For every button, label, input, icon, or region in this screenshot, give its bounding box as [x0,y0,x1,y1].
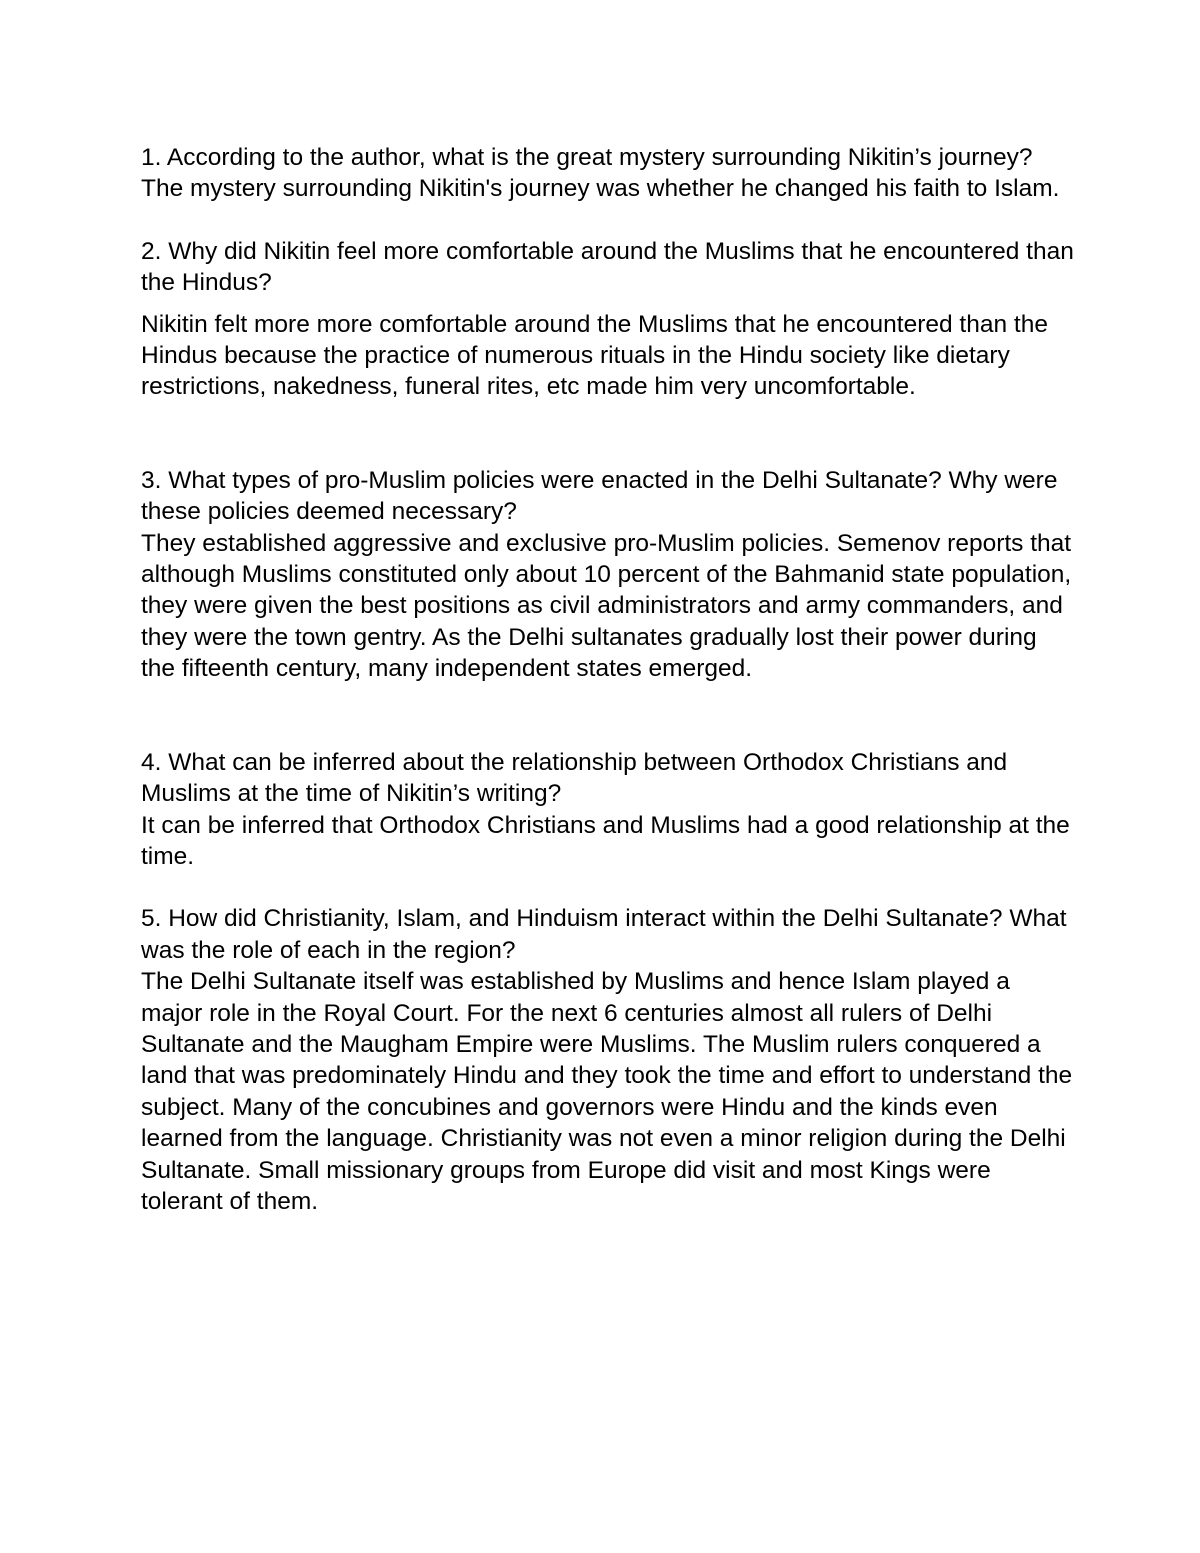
answer-2: Nikitin felt more more comfortable around the Muslims that he encountered than the Hindus because the practice of numerous rituals in the Hindu society like dietary restrictions, nakedness, funeral rites, etc made him very uncomfortable. [141,310,1048,401]
question-2: 2. Why did Nikitin feel more comfortable around the Muslims that he encountered than the Hindus? [141,237,1074,297]
question-3: 3. What types of pro-Muslim policies were enacted in the Delhi Sultanate? Why were these policies deemed necessary? [141,466,1058,526]
spacer [141,872,1076,903]
qa-item-2 [141,236,1076,403]
question-4: 4. What can be inferred about the relationship between Orthodox Christians and Muslims at the time of Nikitin’s writing? [141,748,1008,808]
answer-5: The Delhi Sultanate itself was established by Muslims and hence Islam played a major role in the Royal Court. For the next 6 centuries almost all rulers of Delhi Sultanate and the Maugham Empire were Muslims. The Muslim rulers conquered a land that was predominately Hindu and they took the time and effort to understand the subject. Many of the concubines and governors were Hindu and the kinds even learned from the language. Christianity was not even a minor religion during the Delhi Sultanate. Small missionary groups from Europe did visit and most Kings were tolerant of them. [141,968,1073,1215]
answer-1: The mystery surrounding Nikitin's journey was whether he changed his faith to Islam. [141,175,1060,203]
qa-item-3 [141,465,1076,685]
qa-item-4 [141,747,1076,873]
spacer [141,299,1076,309]
answer-4: It can be inferred that Orthodox Christians and Muslims had a good relationship at the time. [141,811,1070,870]
spacer [141,205,1076,236]
spacer [141,685,1076,747]
qa-item-5 [141,903,1076,1217]
qa-item-1 [141,142,1076,205]
question-5: 5. How did Christianity, Islam, and Hinduism interact within the Delhi Sultanate? What was the role of each in the region? [141,905,1067,964]
document-page [141,142,1076,1217]
answer-3: They established aggressive and exclusive pro-Muslim policies. Semenov reports that although Muslims constituted only about 10 percent of the Bahmanid state population, they were given the best positions as civil administrators and army commanders, and they were the town gentry. As the Delhi sultanates gradually lost their power during the fifteenth century, many independent states emerged. [141,529,1072,683]
spacer [141,403,1076,465]
question-1: 1. According to the author, what is the great mystery surrounding Nikitin’s journey? [141,144,1033,171]
